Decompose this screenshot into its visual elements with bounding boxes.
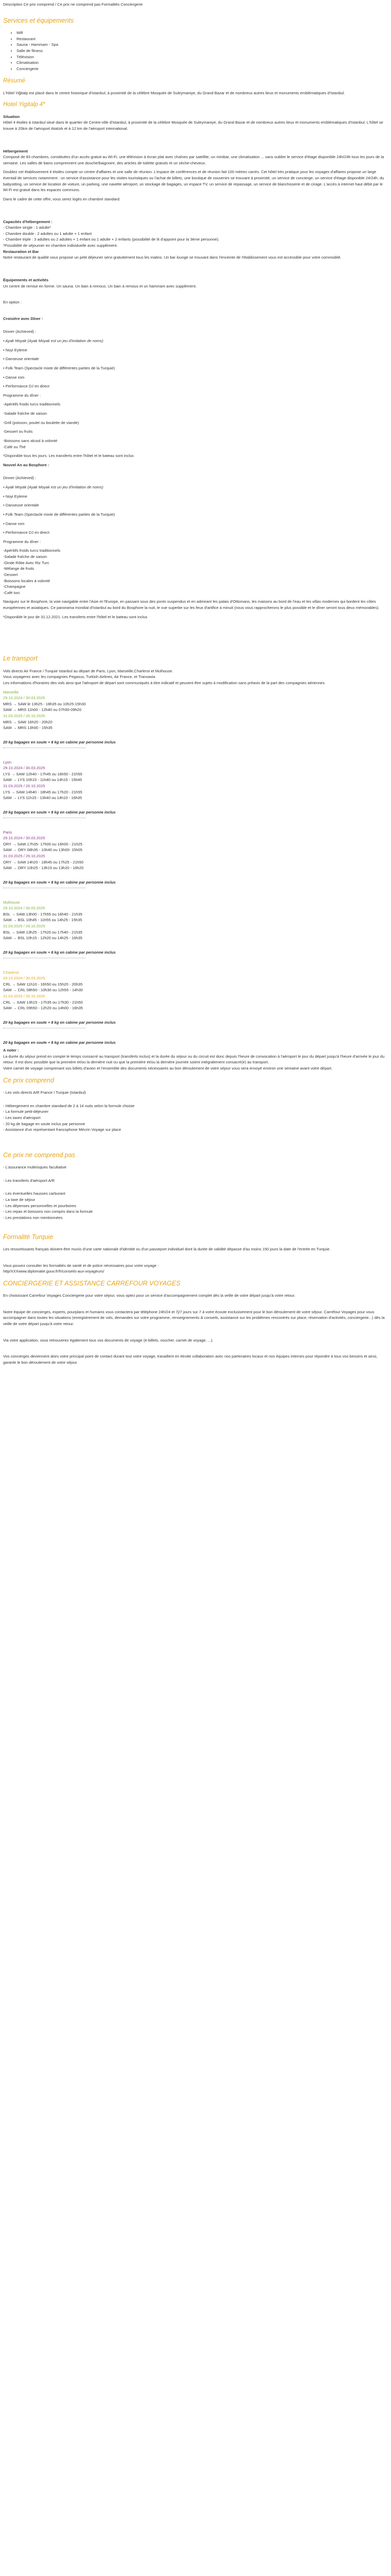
flight-line: SAW → LYS 11h15 - 13h40 ou 14h10 - 16h35 <box>3 795 82 801</box>
route-city: Lyon <box>3 759 11 765</box>
bullet: • Danseuse orientale <box>3 357 39 362</box>
flight-line: CRL → SAW 11h10 - 16h50 ou 15h20 - 20h35 <box>3 981 83 987</box>
list-item: - Les dépenses personnelles et pourboires <box>3 1203 76 1208</box>
list-item: - Les vols directs A/R France / Turquie (Istanbul) <box>3 1090 86 1095</box>
route-city: Mulhouse <box>3 900 20 905</box>
formalites-text-2: Vous pouvez consulter les formalités de santé et de police nécessaires pour votre voyage : http/XXXwww.diplomatie.gouv.fr/fr/conseils-aux-voyageurs/ <box>3 1263 159 1274</box>
flight-line: BSL → SAW 13h25 - 17h20 ou 17h40 - 21h35 <box>3 929 83 935</box>
flight-line: SAW → BSL 10h45 - 11h55 ou 14h25 - 15h35 <box>3 918 83 923</box>
bullet: • Ayak Moyak (Ayak Moyak est un jeu d'imitation de noms) <box>3 338 104 343</box>
bagage-note: 20 kg bagages en soute + 8 kg en cabine par personne inclus <box>3 809 116 815</box>
bullet: • Folk Team (Spectacle mixte de différentes parties de la Turquie) <box>3 512 115 517</box>
breadcrumb: Description Ce prix comprend / Ce prix ne comprend pas Formalités Conciergerie <box>3 2 143 7</box>
capacite-label: Capacités d'hébergement : <box>3 219 53 224</box>
route-city: Charleroi <box>3 970 19 975</box>
bullet: • Danse rom <box>3 521 25 526</box>
menu-item: -Champagne <box>3 584 26 589</box>
menu-item: -Boissons sans alcool à volonté <box>3 438 58 443</box>
list-item: - Les éventuelles hausses carburant <box>3 1191 66 1196</box>
capacite-line: - Chambre single : 1 adulte* <box>3 225 51 230</box>
route-block <box>3 970 388 1028</box>
flight-line: SAW → BSL 10h15 - 12h20 ou 14h25 - 16h35 <box>3 936 83 941</box>
hebergement-text-2: Doublez cet établissement 4 étoiles compte un centre d'affaires et une salle de réunion. L'espace de conférences et de réunion fait 100 mètres carrés. Cet hôtel très pratique pour les voyages d'affaires propose un large éventail de services notamment : un service d'assistance pour les visites touristiques ou l'achat de billets, une boutique de souvenirs se trouvant à proximité, un service de concierge, un service d'étage disponible 24/24h, du babysitting, un service de location de voiture, un parking, une navette aéroport, un stockage de bagages, un espace TV, un service de repassage, un service de blanchisserie et de cirage. L'accès à internet haut débit par le Wi-Fi est gratuit dans les espaces communs. <box>3 170 384 193</box>
note-text: La durée du séjour prend en compte le temps consacré au transport (transferts inclus) et la durée du séjour ou du circuit est donc depuis l'heure de convocation à l'aéroport le jour du départ jusqu'à l'heure d'arrivée le jour du retour. Il est donc possible que la première et/ou la dernière nuit ou que la première et/ou la dernière journée soient intégralement consacré(e) au transport. Votre carnet de voyage comprenant vos billets d'avion et l'ensemble des documents nécessaires au bon déroulement de votre séjour vous sera envoyé environ une semaine avant votre départ. <box>3 1054 385 1071</box>
flight-line: LYS → SAW 14h40 - 18h45 ou 17h20 - 21h55 <box>3 789 83 794</box>
menu-item: -Dinde Rôtie Avec Riz Turc <box>3 560 50 565</box>
programme-label: Programme du dîner : <box>3 393 41 398</box>
route-block <box>3 900 388 958</box>
services-list <box>3 30 388 72</box>
note: *Disponible le jour de 31.12.2021. Les transferts entre l'hôtel et le bateau sont inclus <box>3 614 148 619</box>
bullet: • Performance DJ en direct <box>3 530 50 535</box>
transport-intro: Vols directs Air France / Turquie Istanbul au départ de Paris, Lyon, Marseille,Charleroi et Mulhouse. Vous voyagerez avec les compagnies Pegasus, Turkish Airlines, Air France, et Transavia Les informations d'horaires des vols ainsi que l'aéroport de départ sont communiqués à titre indicatif et peuvent être sujets à modification sans préavis de la part des compagnies aériennes <box>3 668 325 685</box>
conciergerie-text-1: En choisissant Carrefour Voyages Conciergerie pour votre séjour, vous optez pour un service d'accompagnement complet dès la veille de votre départ jusqu'à votre retour. <box>3 1293 296 1298</box>
situation-text: Hôtel 4 étoiles à Istanbul situé dans le quartier de Centre-ville d'Istanbul, à proximité de la célèbre Mosquée de Suleymaniye, du Grand Bazar et de nombreux autres lieux et monuments emblématiques d'Istanbul. L'hôtel se trouve à 20km de l'aéroport Atatürk et à 12 km de l'aéroport international. <box>3 120 383 131</box>
prix-comprend-title: Ce prix comprend <box>3 1076 54 1084</box>
menu-item: -Boissons locales à volonté <box>3 578 50 583</box>
conciergerie-text-4: Vos concierges deviennent alors votre principal point de contact durant tout votre voyage, travaillent en étroite collaboration avec nos partenaires locaux et nos équipes internes pour répondre à tous vos besoins et ainsi, garantir le bon déroulement de votre séjour. <box>3 1354 378 1365</box>
list-item: - Les transferts d'aéroport A/R <box>3 1178 55 1183</box>
flight-line: MRS → SAW 16h20 - 20h20 <box>3 719 53 724</box>
menu-item: -Salade fraîche de saison <box>3 411 47 416</box>
note: *Disponible tous les jours. Les transferts entre l'hôtel et le bateau sont inclus <box>3 453 134 459</box>
formalites-title: Formalité Turquie <box>3 1233 54 1241</box>
resume-title: Résumé <box>3 78 25 84</box>
list-item: • Salle de fitness <box>17 48 388 54</box>
menu-item: -Dessert <box>3 572 18 577</box>
capacite-line: - Chambre triple : 3 adultes ou 2 adultes + 1 enfant ou 1 adulte + 2 enfants (possibilité de lit d'appoint pour la 3ème personne). <box>3 237 220 242</box>
conciergerie-text-2: Notre équipe de concierges, experts, pourplans et humains vous contactera par téléphone 24h/24 et 7j/7 jours sur 7 à votre écoute exclusivement pour le bon déroulement de votre séjour. Carrefour Voyages pour vous accompagner dans toutes les situations (enregistrement de vols, demandes sur votre programme, renseignements & conseils, assistance sur les problèmes rencontrés sur place, réservation d'activités, conciergerie...) dès la veille de votre départ jusqu'à votre retour. <box>3 1309 385 1326</box>
flight-line: ORY → SAW 17h35- 17h00 ou 16h00 - 21h25 <box>3 841 83 846</box>
flight-line: SAW → MRS 13h00 - 15h35 <box>3 725 53 731</box>
hotel-title: Hotel Yigitalp 4* <box>3 101 45 108</box>
list-item: • Conciergerie <box>17 66 388 72</box>
route-dates: 29.10.2024 / 30.03.2025 <box>3 976 45 981</box>
prix-ne-comprend-title: Ce prix ne comprend pas <box>3 1151 75 1159</box>
menu-item: -Café ou Thé <box>3 444 26 449</box>
bullet: • Danse rom <box>3 375 25 380</box>
capacite-line: *Possibilité de séjourner en chambre individuelle avec supplément. <box>3 243 118 248</box>
menu-item: -Apéritifs froids turcs traditionnels <box>3 548 60 553</box>
bullet: • Danseuse orientale <box>3 503 39 508</box>
croisiere-title: Croisière avec Dîner : <box>3 316 43 321</box>
list-item: - L'assurance multirisques facultative <box>3 1165 67 1170</box>
resume-text: L'hôtel Yiğitalp est placé dans le centre historique d'Istanbul, à proximité de la célèbre Mosquée de Suleymaniye, du Grand Bazar et de nombreux autres lieux et monuments emblématiques d'Istanbul. <box>3 91 345 96</box>
bullet: • Noyi Eyleme <box>3 494 27 499</box>
route-dates: 29.10.2024 / 30.03.2025 <box>3 696 45 701</box>
transport-title: Le transport <box>3 655 38 663</box>
route-block <box>3 759 388 818</box>
bagage-note: 20 kg bagages en soute + 8 kg en cabine par personne inclus <box>3 739 116 744</box>
bagage-note: 20 kg bagages en soute + 8 kg en cabine par personne inclus <box>3 950 116 955</box>
route-dates: 31.03.2025 / 26.10.2025 <box>3 714 45 718</box>
list-item: • Wifi <box>17 30 388 36</box>
bagage-note: 20 kg bagages en soute + 8 kg en cabine par personne inclus <box>3 879 116 885</box>
flight-line: LYS → SAW 12h40 - 17h45 ou 16h50 - 21h55 <box>3 771 83 776</box>
list-item: - Les repas et boissons non compris dans la formule <box>3 1209 93 1214</box>
activites-text: Un centre de remise en forme. Un sauna. Un bain à remous. Un bain à remous et un hammam avec supplément. <box>3 283 197 289</box>
formalites-text-1: Les ressortissants français doivent être munis d'une carte nationale d'identité ou d'un passeport individuel dont la durée de validité dépasse d'au moins 150 jours la date de l'entrée en Turquie. <box>3 1246 331 1251</box>
conciergerie-title: CONCIERGERIE ET ASSISTANCE CARREFOUR VOYAGES <box>3 1279 181 1287</box>
route-block <box>3 689 388 748</box>
route-block <box>3 829 388 888</box>
list-item: - 20 kg de bagage en soute inclus par personne <box>3 1121 85 1126</box>
route-dates: 31.03.2025 / 26.10.2025 <box>3 924 45 928</box>
bagage-note: 20 kg bagages en soute + 8 kg en cabine par personne inclus <box>3 1020 116 1025</box>
bullet: • Noyi Eyleme <box>3 347 27 352</box>
menu-item: -Grill (poisson, poulet ou boulette de viande) <box>3 420 79 425</box>
route-dates: 31.03.2025 / 26.10.2025 <box>3 854 45 858</box>
list-item: • Climatisation <box>17 60 388 66</box>
flight-line: SAW → CRL 09h50 - 12h20 ou 14h00 - 16h35 <box>3 1006 83 1011</box>
list-item: • Télévision <box>17 54 388 60</box>
bagage-note: 20 kg bagages en soute + 8 kg en cabine par personne inclus <box>3 1040 116 1045</box>
route-dates: 31.03.2025 / 26.10.2025 <box>3 994 45 998</box>
programme-label: Programme du dîner : <box>3 539 41 544</box>
list-item: - Hébergement en chambre standard de 2 à 14 nuits selon la formule choisie <box>3 1103 135 1108</box>
conciergerie-text-3: Via votre application, vous retrouverez également tous vos documents de voyage (e-billets, voucher, carnet de voyage, ...). <box>3 1337 214 1343</box>
flight-line: SAW → ORY 10h25 - 13h15 ou 13h20 - 16h20 <box>3 866 84 871</box>
hebergement-label: Hébergement <box>3 148 28 154</box>
option-label: En option : <box>3 300 22 305</box>
routes <box>3 689 388 1028</box>
route-dates: 29.10.2024 / 30.03.2025 <box>3 766 45 771</box>
hebergement-text-3: Dans le cadre de cette offre, vous serez logés en chambre standard. <box>3 196 121 201</box>
list-item: - Les taxes d'aéroport <box>3 1115 41 1120</box>
list-item: • Restaurant <box>17 36 388 42</box>
bullet: • Folk Team (Spectacle mixte de différentes parties de la Turquie) <box>3 365 115 370</box>
route-dates: 29.10.2024 / 30.03.2025 <box>3 906 45 911</box>
bullet: • Ayak Moyak (Ayak Moyak est un jeu d'imitation de noms) <box>3 485 104 489</box>
hebergement-text: Composé de 83 chambres, constituées d'un accès gratuit au Wi-Fi, une télévision à écran plat avec chaînes par satellite, un minibar, une climatisation ... sans oublier le service d'étage disponible 24h/24h tous les jours de la semaine. Les salles de bains comprennent une douche/baignoire, des articles de toilette gratuits et un sèche-cheveux. <box>3 155 384 165</box>
menu-item: -Salade fraîche de saison <box>3 554 47 559</box>
nouvel-an-title: Nouvel An au Bosphore : <box>3 462 50 467</box>
restauration-label: Restauration et Bar <box>3 249 39 254</box>
menu-item: -Mélange de fruits <box>3 566 35 571</box>
situation-label: Situation <box>3 114 20 119</box>
route-dates: 29.10.2024 / 30.03.2025 <box>3 836 45 841</box>
route-dates: 31.03.2025 / 26.10.2025 <box>3 784 45 788</box>
restauration-text: Notre restaurant de qualité vous propose un petit déjeuner servi gratuitement tous les matins. Un bar lounge se trouvant dans l'enceinte de l'établissement vous est accessible pour votre commodité. <box>3 255 341 260</box>
route-city: Paris <box>3 829 12 835</box>
capacite-line: - Chambre double : 2 adultes ou 1 adulte + 1 enfant <box>3 231 92 236</box>
note-label: A noter : <box>3 1048 19 1053</box>
menu-item: -Dessert ou fruits <box>3 429 33 434</box>
flight-line: BSL → SAW 13h00 - 17h55 ou 16h40 - 21h35 <box>3 911 83 917</box>
flight-line: SAW → MRS 11h00 - 12h40 ou 07h50-09h20 <box>3 707 82 713</box>
list-item: - Assistance d'un représentant francophone Mécrin Voyage sur place <box>3 1127 121 1132</box>
flight-line: ORY → SAW 14h20 - 18h45 ou 17h25 - 21h50 <box>3 859 84 865</box>
list-item: • Sauna - Hammam - Spa <box>17 42 388 48</box>
bullet: • Performance DJ en direct <box>3 384 50 389</box>
services-title: Services et équipements <box>3 16 74 24</box>
route-city: Marseille <box>3 689 19 694</box>
nouvel-an-text: Naviguez sur le Bosphore, la voie navigable entre l'Asie et l'Europe, en passant sous des ponts suspendus et en admirant les palais d'Ottomans, les maisons au bord de l'eau et les villas modernes qui bordent les côtes européennes et asiatiques. Ce panorama mondial d'Istanbul au bord du Bosphore la nuit, le vue superbe sur les feux d'artifice à minuit (nous vous rapprocherons le plus possible et le dîner seront tous deux mémorables). <box>3 599 380 610</box>
menu-item: -Café turc <box>3 590 20 595</box>
flight-line: SAW → CRL 08h50 - 10h30 ou 12h55 - 14h30 <box>3 988 83 993</box>
flight-line: SAW → ORY 08h35 - 10h40 ou 13h00- 15h05 <box>3 848 83 853</box>
activites-label: Équipements et activités <box>3 277 48 282</box>
list-item: - La formule petit-déjeuner <box>3 1109 48 1114</box>
flight-line: MRS → SAW le 13h25 - 18h35 ou 10h25-15h30 <box>3 701 86 706</box>
diner-label: Dinner (Achieved) : <box>3 476 37 481</box>
flight-line: CRL → SAW 13h15 - 17h35 ou 17h30 - 21h50 <box>3 999 83 1005</box>
list-item: - Les prestations non mentionnées <box>3 1215 63 1220</box>
menu-item: -Apéritifs froids turcs traditionnels <box>3 402 60 407</box>
flight-line: SAW → LYS 10h15 - 11h40 ou 14h15 - 15h45 <box>3 777 82 783</box>
diner-label: Dinner (Achieved) : <box>3 329 37 334</box>
list-item: - La taxe de séjour <box>3 1197 36 1202</box>
